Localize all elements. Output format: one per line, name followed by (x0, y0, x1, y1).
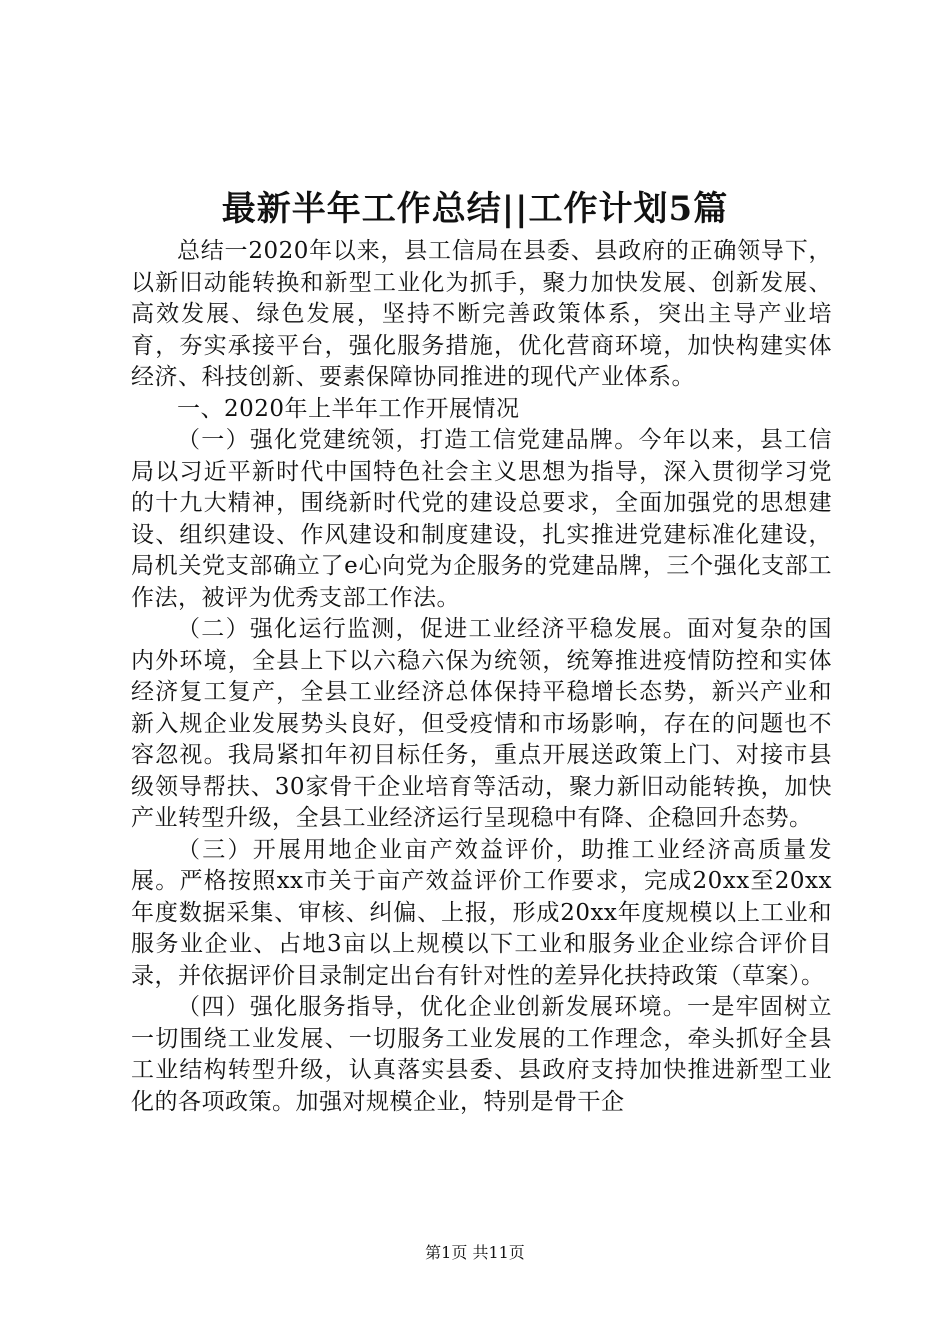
paragraph-item-1: （一）强化党建统领，打造工信党建品牌。今年以来，县工信局以习近平新时代中国特色社会主义思想为指导，深入贯彻学习党的十九大精神，围绕新时代党的建设总要求，全面加强党的思想建设、组织建设、作风建设和制度建设，扎实推进党建标准化建设，局机关党支部确立了e心向党为企服务的党建品牌，三个强化支部工作法，被评为优秀支部工作法。 (131, 427, 832, 611)
page-number-footer: 第1页 共11页 (425, 1243, 525, 1262)
section-heading: 一、2020年上半年工作开展情况 (177, 395, 520, 422)
paragraph-intro: 总结一2020年以来，县工信局在县委、县政府的正确领导下，以新旧动能转换和新型工业化为抓手，聚力加快发展、创新发展、高效发展、绿色发展，坚持不断完善政策体系，突出主导产业培育，夯实承接平台，强化服务措施，优化营商环境，加快构建实体经济、科技创新、要素保障协同推进的现代产业体系。 (131, 238, 832, 390)
paragraph-item-4: （四）强化服务指导，优化企业创新发展环境。一是牢固树立一切围绕工业发展、一切服务工业发展的工作理念，牵头抓好全县工业结构转型升级，认真落实县委、县政府支持加快推进新型工业化的各项政策。加强对规模企业，特别是骨干企 (131, 994, 832, 1115)
paragraph-item-3: （三）开展用地企业亩产效益评价，助推工业经济高质量发展。严格按照xx市关于亩产效益评价工作要求，完成20xx至20xx年度数据采集、审核、纠偏、上报，形成20xx年度规模以上工业和服务业企业、占地3亩以上规模以下工业和服务业企业综合评价目录，并依据评价目录制定出台有针对性的差异化扶持政策（草案）。 (131, 836, 832, 989)
paragraph-item-2: （二）强化运行监测，促进工业经济平稳发展。面对复杂的国内外环境，全县上下以六稳六保为统领，统筹推进疫情防控和实体经济复工复产，全县工业经济总体保持平稳增长态势，新兴产业和新入规企业发展势头良好，但受疫情和市场影响，存在的问题也不容忽视。我局紧扣年初目标任务，重点开展送政策上门、对接市县级领导帮扶、30家骨干企业培育等活动，聚力新旧动能转换，加快产业转型升级，全县工业经济运行呈现稳中有降、企稳回升态势。 (131, 616, 832, 831)
document-title: 最新半年工作总结||工作计划5篇 (221, 189, 729, 229)
document-body (131, 236, 832, 1118)
